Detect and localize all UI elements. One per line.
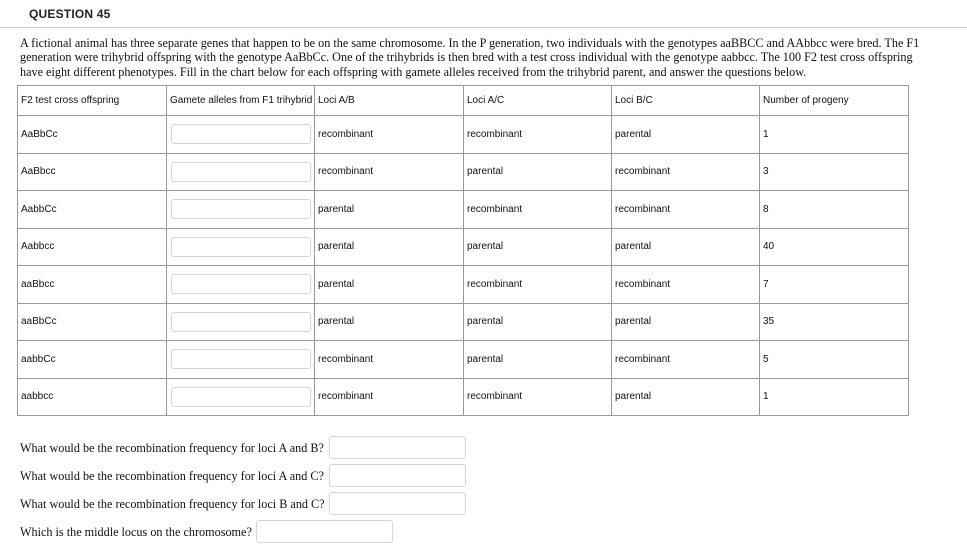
loci-bc-value: parental: [612, 116, 760, 154]
rf-ac-input[interactable]: [329, 464, 466, 487]
loci-bc-value: recombinant: [612, 191, 760, 229]
progeny-count: 7: [760, 266, 909, 304]
offspring-genotype: aabbCc: [18, 341, 167, 379]
gamete-input[interactable]: [171, 274, 311, 294]
offspring-genotype: AaBbcc: [18, 153, 167, 191]
question-header: [0, 0, 967, 28]
gamete-input[interactable]: [171, 349, 311, 369]
table-row: [18, 191, 909, 229]
loci-ab-value: recombinant: [315, 116, 464, 154]
table-row: [18, 228, 909, 266]
question-middle-text: Which is the middle locus on the chromosome?: [20, 525, 252, 539]
table-header-row: [18, 86, 909, 116]
progeny-count: 1: [760, 116, 909, 154]
gamete-cell: [167, 153, 315, 191]
header-loci-bc: Loci B/C: [612, 86, 760, 116]
table-row: [18, 116, 909, 154]
loci-ab-value: recombinant: [315, 153, 464, 191]
question-title: QUESTION 45: [29, 7, 111, 21]
gamete-input[interactable]: [171, 237, 311, 257]
gamete-input[interactable]: [171, 199, 311, 219]
gamete-cell: [167, 266, 315, 304]
gamete-cell: [167, 228, 315, 266]
middle-locus-input[interactable]: [256, 520, 393, 543]
progeny-count: 5: [760, 341, 909, 379]
header-loci-ac: Loci A/C: [464, 86, 612, 116]
progeny-count: 35: [760, 303, 909, 341]
loci-ac-value: recombinant: [464, 191, 612, 229]
loci-ab-value: parental: [315, 266, 464, 304]
header-offspring: F2 test cross offspring: [18, 86, 167, 116]
gamete-cell: [167, 303, 315, 341]
header-loci-ab: Loci A/B: [315, 86, 464, 116]
progeny-count: 8: [760, 191, 909, 229]
gamete-cell: [167, 378, 315, 416]
progeny-count: 3: [760, 153, 909, 191]
header-gamete: Gamete alleles from F1 trihybrid: [167, 86, 315, 116]
loci-bc-value: parental: [612, 303, 760, 341]
gamete-input[interactable]: [171, 387, 311, 407]
question-bc-text: What would be the recombination frequency for loci B and C?: [20, 497, 325, 511]
question-intro: A fictional animal has three separate genes that happen to be on the same chromosome. In the P generation, two individuals with the genotypes aaBBCC and AAbbcc were bred. The F1 generation were trihybrid offspring with the genotype AaBbCc. One of the trihybrids is then bred with a test cross individual with the genotype aabbcc. The 100 F2 test cross offspring have eight different phenotypes. Fill in the chart below for each offspring with gamete alleles received from the trihybrid parent, and answer the questions below.: [20, 36, 920, 79]
question-ab-text: What would be the recombination frequency for loci A and B?: [20, 441, 324, 455]
offspring-table: [17, 85, 909, 416]
loci-bc-value: recombinant: [612, 341, 760, 379]
offspring-genotype: AaBbCc: [18, 116, 167, 154]
rf-bc-input[interactable]: [329, 492, 466, 515]
offspring-genotype: AabbCc: [18, 191, 167, 229]
progeny-count: 40: [760, 228, 909, 266]
offspring-genotype: Aabbcc: [18, 228, 167, 266]
loci-bc-value: parental: [612, 378, 760, 416]
table-row: [18, 341, 909, 379]
loci-ab-value: parental: [315, 303, 464, 341]
loci-ab-value: recombinant: [315, 378, 464, 416]
loci-ac-value: parental: [464, 341, 612, 379]
loci-ab-value: recombinant: [315, 341, 464, 379]
question-ac-text: What would be the recombination frequency for loci A and C?: [20, 469, 324, 483]
loci-bc-value: recombinant: [612, 153, 760, 191]
loci-ac-value: parental: [464, 303, 612, 341]
loci-ac-value: recombinant: [464, 378, 612, 416]
gamete-cell: [167, 341, 315, 379]
offspring-genotype: aaBbcc: [18, 266, 167, 304]
gamete-input[interactable]: [171, 124, 311, 144]
loci-ab-value: parental: [315, 228, 464, 266]
gamete-cell: [167, 191, 315, 229]
loci-ac-value: recombinant: [464, 116, 612, 154]
loci-ab-value: parental: [315, 191, 464, 229]
loci-ac-value: parental: [464, 228, 612, 266]
gamete-cell: [167, 116, 315, 154]
loci-ac-value: parental: [464, 153, 612, 191]
loci-bc-value: parental: [612, 228, 760, 266]
table-row: [18, 303, 909, 341]
offspring-genotype: aaBbCc: [18, 303, 167, 341]
loci-ac-value: recombinant: [464, 266, 612, 304]
rf-ab-input[interactable]: [329, 436, 466, 459]
table-row: [18, 266, 909, 304]
progeny-count: 1: [760, 378, 909, 416]
loci-bc-value: recombinant: [612, 266, 760, 304]
table-row: [18, 378, 909, 416]
header-progeny: Number of progeny: [760, 86, 909, 116]
offspring-genotype: aabbcc: [18, 378, 167, 416]
gamete-input[interactable]: [171, 312, 311, 332]
gamete-input[interactable]: [171, 162, 311, 182]
table-row: [18, 153, 909, 191]
